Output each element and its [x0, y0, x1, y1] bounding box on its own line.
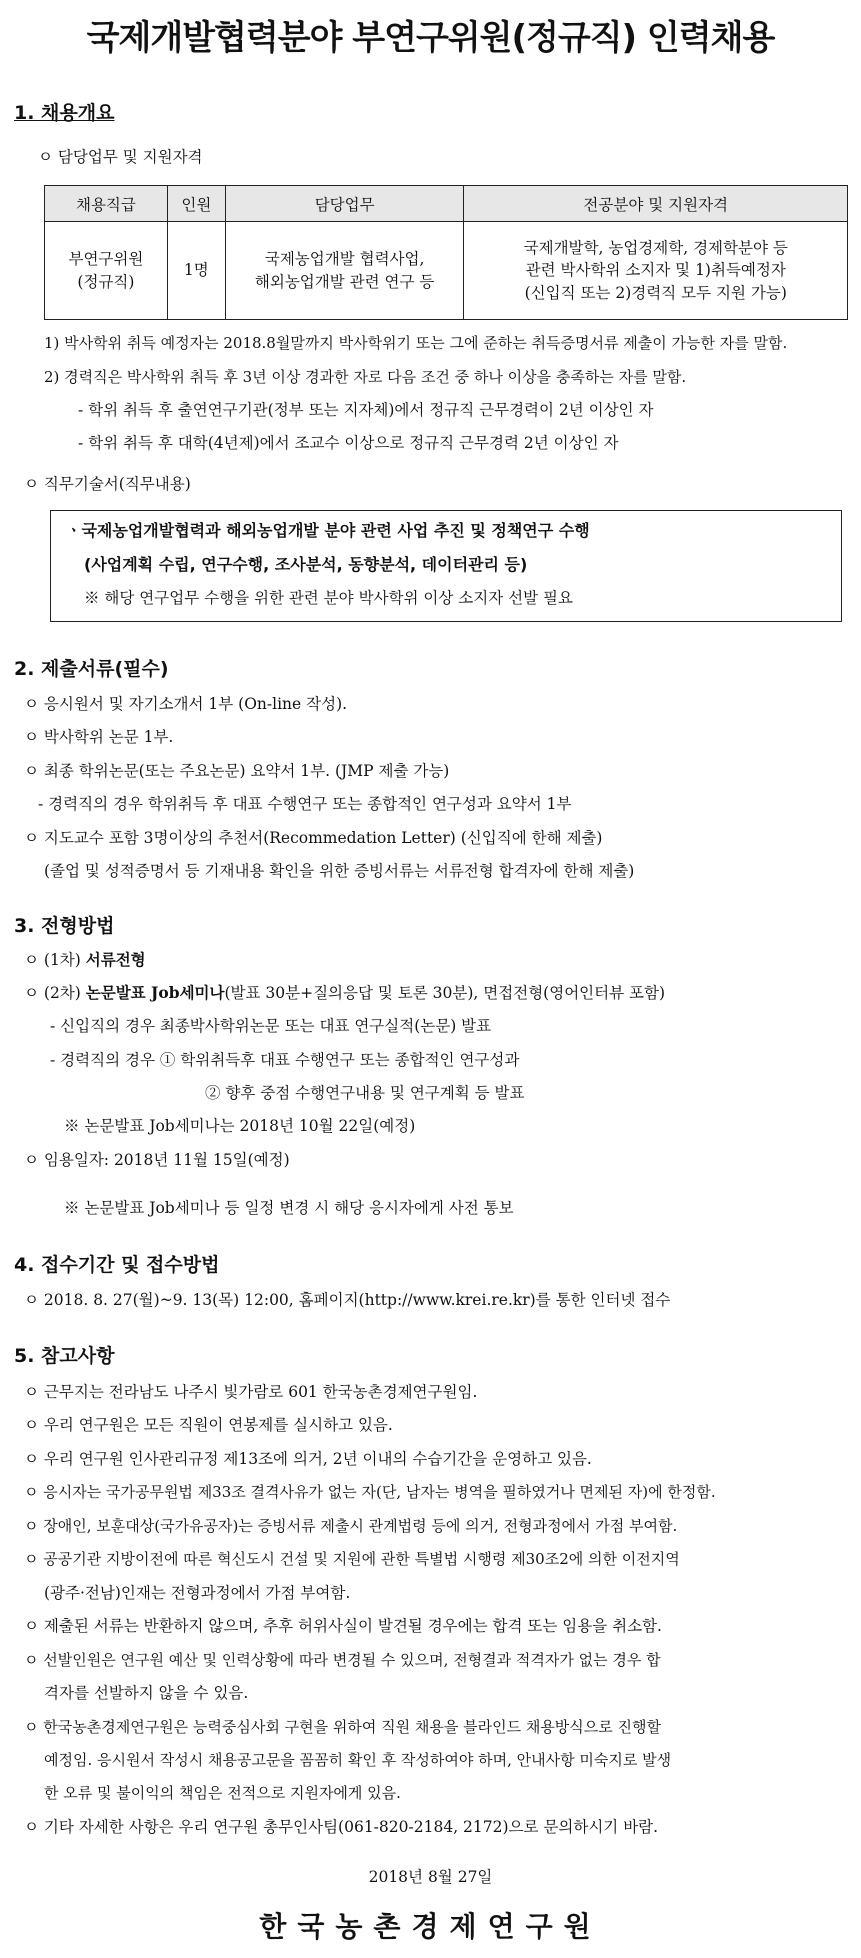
cell-line: 국제개발학, 농업경제학, 경제학분야 등	[523, 238, 788, 257]
step-2-detail-career-2: ② 향후 중점 수행연구내용 및 연구계획 등 발표	[205, 1084, 525, 1102]
job-description-main: ㆍ국제농업개발협력과 해외농업개발 분야 관련 사업 추진 및 정책연구 수행	[66, 521, 590, 540]
step-prefix: ㅇ (2차)	[24, 984, 86, 1002]
reference-item: ㅇ 제출된 서류는 반환하지 않으며, 추후 허위사실이 발견될 경우에는 합격 또는 임용을 취소함.	[24, 1617, 662, 1635]
table-header: 담당업무	[225, 186, 464, 222]
cell-line: (정규직)	[77, 272, 135, 291]
reference-item-cont: 한 오류 및 불이익의 책임은 전적으로 지원자에게 있음.	[44, 1784, 401, 1802]
table-header-row	[45, 186, 848, 222]
doc-item: ㅇ 최종 학위논문(또는 주요논문) 요약서 1부. (JMP 제출 가능)	[24, 762, 450, 780]
doc-item: ㅇ 박사학위 논문 1부.	[24, 728, 174, 746]
footnote-sub-1: - 학위 취득 후 출연연구기관(정부 또는 지자체)에서 정규직 근무경력이 2년 이상인 자	[78, 401, 654, 419]
appointment-date: ㅇ 임용일자: 2018년 11월 15일(예정)	[24, 1151, 290, 1169]
posting-date: 2018년 8월 27일	[368, 1868, 493, 1886]
reference-item: ㅇ 응시자는 국가공무원법 제33조 결격사유가 없는 자(단, 남자는 병역을 필하였거나 면제된 자)에 한정함.	[24, 1483, 716, 1501]
page-title: 국제개발협력분야 부연구위원(정규직) 인력채용	[86, 18, 775, 58]
section-heading-1-text: 1. 채용개요	[14, 102, 115, 124]
table-cell-duty	[225, 222, 464, 320]
step-detail: (발표 30분+질의응답 및 토론 30분), 면접전형(영어인터뷰 포함)	[224, 984, 666, 1002]
reference-item: ㅇ 공공기관 지방이전에 따른 혁신도시 건설 및 지원에 관한 특별법 시행령 제30조2에 의한 이전지역	[24, 1550, 680, 1568]
seminar-note: ※ 논문발표 Job세미나는 2018년 10월 22일(예정)	[64, 1117, 416, 1135]
reference-item: ㅇ 장애인, 보훈대상(국가유공자)는 증빙서류 제출시 관계법령 등에 의거, 전형과정에서 가점 부여함.	[24, 1517, 678, 1535]
job-description-detail: (사업계획 수립, 연구수행, 조사분석, 동향분석, 데이터관리 등)	[84, 555, 528, 574]
footnote-sub-2: - 학위 취득 후 대학(4년제)에서 조교수 이상으로 정규직 근무경력 2년 이상인 자	[78, 434, 619, 452]
table-cell-count: 1명	[167, 222, 225, 320]
reference-item: ㅇ 우리 연구원은 모든 직원이 연봉제를 실시하고 있음.	[24, 1416, 393, 1434]
job-description-note: ※ 해당 연구업무 수행을 위한 관련 분야 박사학위 이상 소지자 선발 필요	[84, 589, 573, 607]
table-cell-position	[45, 222, 168, 320]
doc-item: ㅇ 응시원서 및 자기소개서 1부 (On-line 작성).	[24, 695, 348, 713]
application-period: ㅇ 2018. 8. 27(월)~9. 13(목) 12:00, 홈페이지(http://www.krei.re.kr)를 통한 인터넷 접수	[24, 1291, 671, 1309]
step-2-detail-new: - 신입직의 경우 최종박사학위논문 또는 대표 연구실적(논문) 발표	[50, 1017, 492, 1035]
section-heading-3: 3. 전형방법	[14, 915, 115, 937]
cell-line: (신입직 또는 2)경력직 모두 지원 가능)	[524, 283, 787, 302]
doc-item-note: (졸업 및 성적증명서 등 기재내용 확인을 위한 증빙서류는 서류전형 합격자에 한해 제출)	[44, 862, 635, 880]
section-heading-5: 5. 참고사항	[14, 1345, 115, 1367]
reference-item: ㅇ 근무지는 전라남도 나주시 빛가람로 601 한국농촌경제연구원임.	[24, 1383, 478, 1401]
table-header: 인원	[167, 186, 225, 222]
step-prefix: ㅇ (1차)	[24, 951, 86, 969]
schedule-change-note: ※ 논문발표 Job세미나 등 일정 변경 시 해당 응시자에게 사전 통보	[64, 1199, 514, 1217]
reference-item: ㅇ 선발인원은 연구원 예산 및 인력상황에 따라 변경될 수 있으며, 전형결과 적격자가 없는 경우 합	[24, 1651, 661, 1669]
reference-item: ㅇ 한국농촌경제연구원은 능력중심사회 구현을 위하여 직원 채용을 블라인드 채용방식으로 진행할	[24, 1718, 662, 1736]
reference-item: ㅇ 우리 연구원 인사관리규정 제13조에 의거, 2년 이내의 수습기간을 운영하고 있음.	[24, 1450, 592, 1468]
section-heading-2: 2. 제출서류(필수)	[14, 658, 169, 680]
cell-line: 국제농업개발 협력사업,	[264, 250, 425, 269]
table-cell-qualification	[464, 222, 848, 320]
cell-line: 부연구위원	[68, 250, 144, 269]
footnote-2: 2) 경력직은 박사학위 취득 후 3년 이상 경과한 자로 다음 조건 중 하나 이상을 충족하는 자를 말함.	[44, 368, 687, 386]
cell-line: 관련 박사학위 소지자 및 1)취득예정자	[525, 261, 786, 280]
selection-step-2	[24, 984, 665, 1003]
step-2-detail-career: - 경력직의 경우 ① 학위취득후 대표 수행연구 또는 종합적인 연구성과	[50, 1051, 520, 1069]
footnote-1: 1) 박사학위 취득 예정자는 2018.8월말까지 박사학위기 또는 그에 준하는 취득증명서류 제출이 가능한 자를 말함.	[44, 334, 788, 352]
cell-line: 해외농업개발 관련 연구 등	[254, 272, 435, 291]
section-heading-1	[14, 98, 114, 125]
reference-item-cont: 예정임. 응시원서 작성시 채용공고문을 꼼꼼히 확인 후 작성하여야 하며, 안내사항 미숙지로 발생	[44, 1751, 672, 1769]
reference-item-cont: 격자를 선발하지 않을 수 있음.	[44, 1684, 249, 1702]
requirements-table	[44, 185, 848, 320]
step-title: 서류전형	[85, 950, 146, 969]
job-description-label: ㅇ 직무기술서(직무내용)	[24, 475, 191, 493]
table-header: 전공분야 및 지원자격	[464, 186, 848, 222]
doc-item-sub: - 경력직의 경우 학위취득 후 대표 수행연구 또는 종합적인 연구성과 요약서 1부	[38, 795, 572, 813]
table-header: 채용직급	[45, 186, 168, 222]
duty-label: ㅇ 담당업무 및 지원자격	[38, 148, 203, 166]
doc-item: ㅇ 지도교수 포함 3명이상의 추천서(Recommedation Letter) (신입직에 한해 제출)	[24, 829, 603, 847]
selection-step-1	[24, 951, 146, 970]
step-title: 논문발표 Job세미나	[85, 983, 225, 1002]
reference-item-cont: (광주·전남)인재는 전형과정에서 가점 부여함.	[44, 1584, 351, 1602]
table-row	[45, 222, 848, 320]
section-heading-4: 4. 접수기간 및 접수방법	[14, 1254, 220, 1276]
organization-name: 한국농촌경제연구원	[259, 1910, 602, 1943]
reference-item: ㅇ 기타 자세한 사항은 우리 연구원 총무인사팀(061-820-2184, 2172)으로 문의하시기 바람.	[24, 1818, 659, 1836]
